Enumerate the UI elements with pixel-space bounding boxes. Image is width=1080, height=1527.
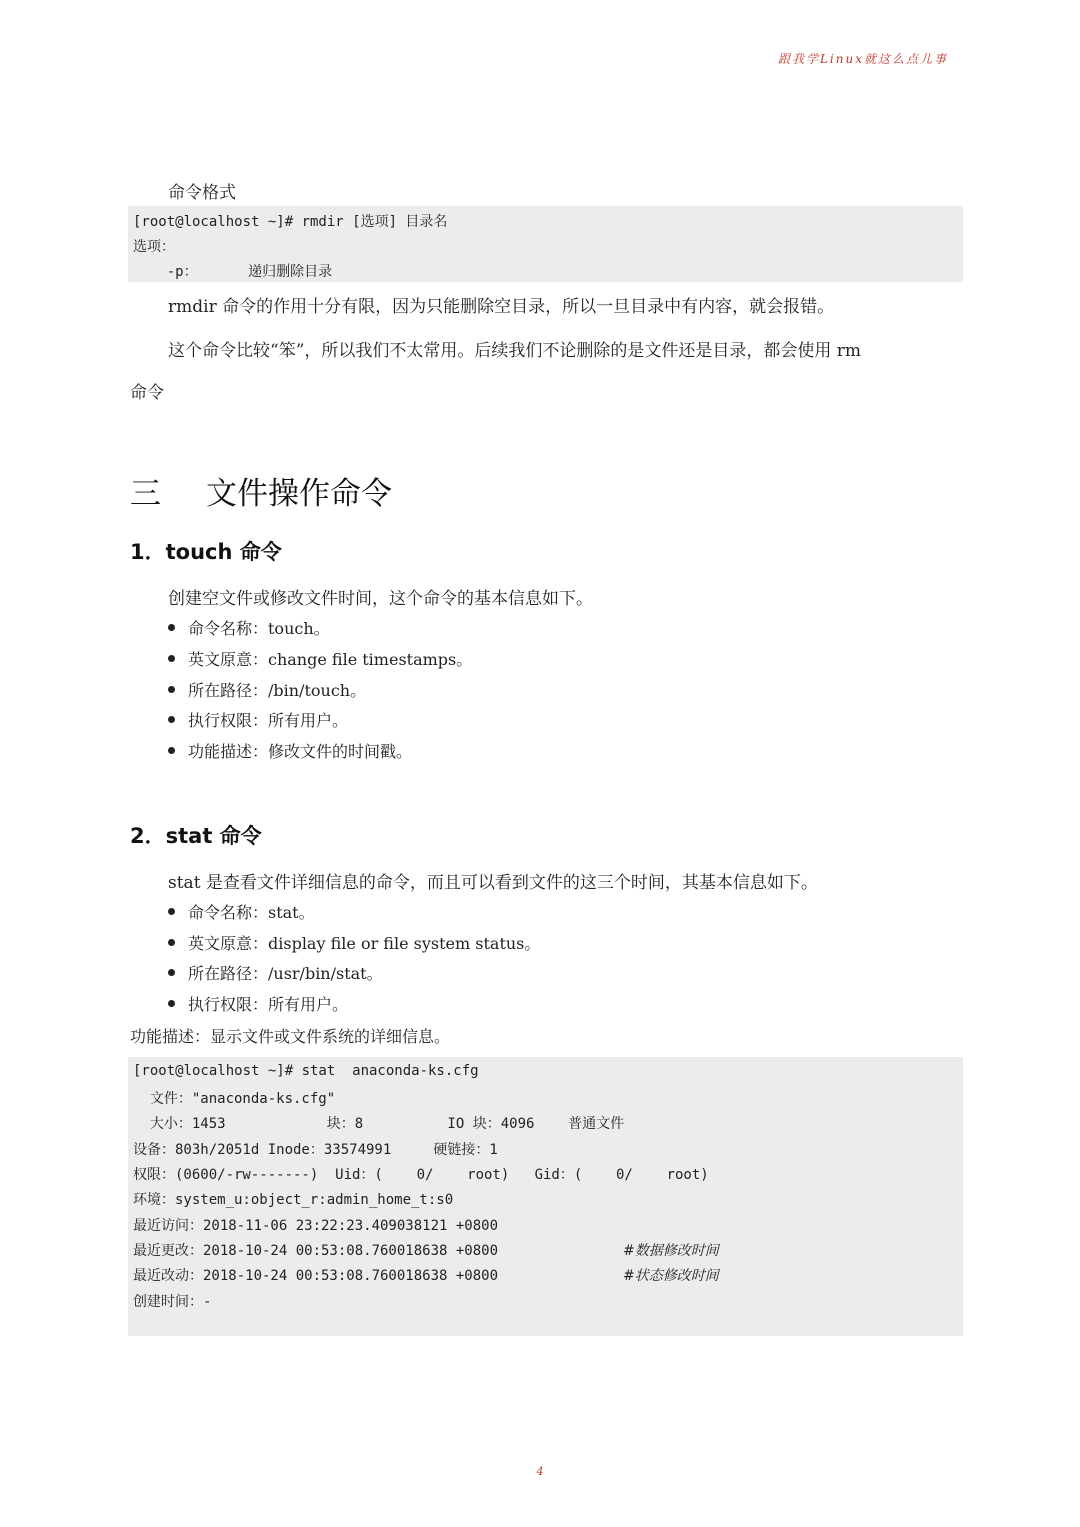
bullet-dot bbox=[168, 716, 175, 723]
stat-heading: 2．stat 命令 bbox=[130, 824, 262, 848]
code-line: 文件："anaconda-ks.cfg" bbox=[133, 1091, 336, 1107]
bullet-dot bbox=[168, 686, 175, 693]
code-line: 设备：803h/2051d Inode：33574991 硬链接：1 bbox=[133, 1142, 498, 1158]
paragraph-rmdir-limit: rmdir 命令的作用十分有限，因为只能删除空目录，所以一旦目录中有内容，就会报错。 bbox=[168, 297, 835, 317]
bullet-text: 所在路径：/bin/touch。 bbox=[188, 681, 367, 700]
code-line: 最近改动：2018-10-24 00:53:08.760018638 +0800 bbox=[133, 1268, 499, 1284]
stat-bullet bbox=[168, 992, 348, 1015]
stat-intro: stat 是查看文件详细信息的命令，而且可以看到文件的这三个时间，其基本信息如下。 bbox=[168, 873, 818, 893]
bullet-text: 所在路径：/usr/bin/stat。 bbox=[188, 964, 383, 983]
bullet-text: 命令名称：touch。 bbox=[188, 619, 330, 638]
touch-bullet bbox=[168, 708, 348, 731]
code-line: [root@localhost ~]# stat anaconda-ks.cfg bbox=[133, 1063, 479, 1079]
chapter-number: 三 bbox=[130, 476, 161, 512]
bullet-dot bbox=[168, 908, 175, 915]
code-line: 环境：system_u:object_r:admin_home_t:s0 bbox=[133, 1192, 454, 1208]
touch-heading: 1．touch 命令 bbox=[130, 540, 282, 564]
touch-bullet bbox=[168, 647, 472, 670]
bullet-text: 命令名称：stat。 bbox=[188, 903, 315, 922]
page-number: 4 bbox=[536, 1465, 544, 1478]
header-tag: 跟我学Linux就这么点儿事 bbox=[777, 52, 948, 66]
touch-intro: 创建空文件或修改文件时间，这个命令的基本信息如下。 bbox=[168, 589, 593, 609]
stat-bullet bbox=[168, 900, 315, 923]
bullet-text: 英文原意：display file or file system status。 bbox=[188, 934, 541, 953]
bullet-text: 执行权限：所有用户。 bbox=[188, 995, 349, 1014]
code-line: 最近访问：2018-11-06 23:22:23.409038121 +0800 bbox=[133, 1218, 499, 1234]
code-line: 选项： bbox=[133, 239, 175, 255]
code-line: 大小：1453 块：8 IO 块：4096 普通文件 bbox=[133, 1116, 625, 1132]
bullet-dot bbox=[168, 969, 175, 976]
bullet-dot bbox=[168, 1000, 175, 1007]
code-line: 创建时间：- bbox=[133, 1294, 212, 1310]
code-line: 最近更改：2018-10-24 00:53:08.760018638 +0800 bbox=[133, 1243, 499, 1259]
bullet-dot bbox=[168, 747, 175, 754]
command-format-title: 命令格式 bbox=[168, 183, 236, 203]
bullet-text: 英文原意：change file timestamps。 bbox=[188, 650, 473, 669]
stat-function-description: 功能描述：显示文件或文件系统的详细信息。 bbox=[130, 1027, 451, 1046]
bullet-dot bbox=[168, 655, 175, 662]
code-line: -p： 递归删除目录 bbox=[133, 264, 333, 280]
chapter-title: 文件操作命令 bbox=[206, 476, 392, 512]
bullet-text: 功能描述：修改文件的时间戳。 bbox=[188, 742, 413, 761]
bullet-dot bbox=[168, 624, 175, 631]
code-comment: #状态修改时间 bbox=[623, 1268, 719, 1284]
paragraph-rmdir-clumsy-cont: 命令 bbox=[130, 383, 164, 403]
stat-bullet bbox=[168, 961, 383, 984]
paragraph-rmdir-clumsy: 这个命令比较“笨”，所以我们不太常用。后续我们不论删除的是文件还是目录，都会使用 rm bbox=[168, 341, 862, 361]
stat-bullet bbox=[168, 931, 540, 954]
touch-bullet bbox=[168, 678, 366, 701]
stat-code-block bbox=[128, 1057, 963, 1336]
code-line: 权限：(0600/-rw-------) Uid：( 0/ root) Gid：( 0/ root) bbox=[133, 1167, 709, 1183]
bullet-text: 执行权限：所有用户。 bbox=[188, 711, 349, 730]
touch-bullet bbox=[168, 739, 412, 762]
code-comment: #数据修改时间 bbox=[623, 1243, 719, 1259]
code-line: [root@localhost ~]# rmdir [选项] 目录名 bbox=[133, 214, 448, 230]
rmdir-code-block bbox=[128, 206, 963, 282]
bullet-dot bbox=[168, 939, 175, 946]
touch-bullet bbox=[168, 616, 330, 639]
